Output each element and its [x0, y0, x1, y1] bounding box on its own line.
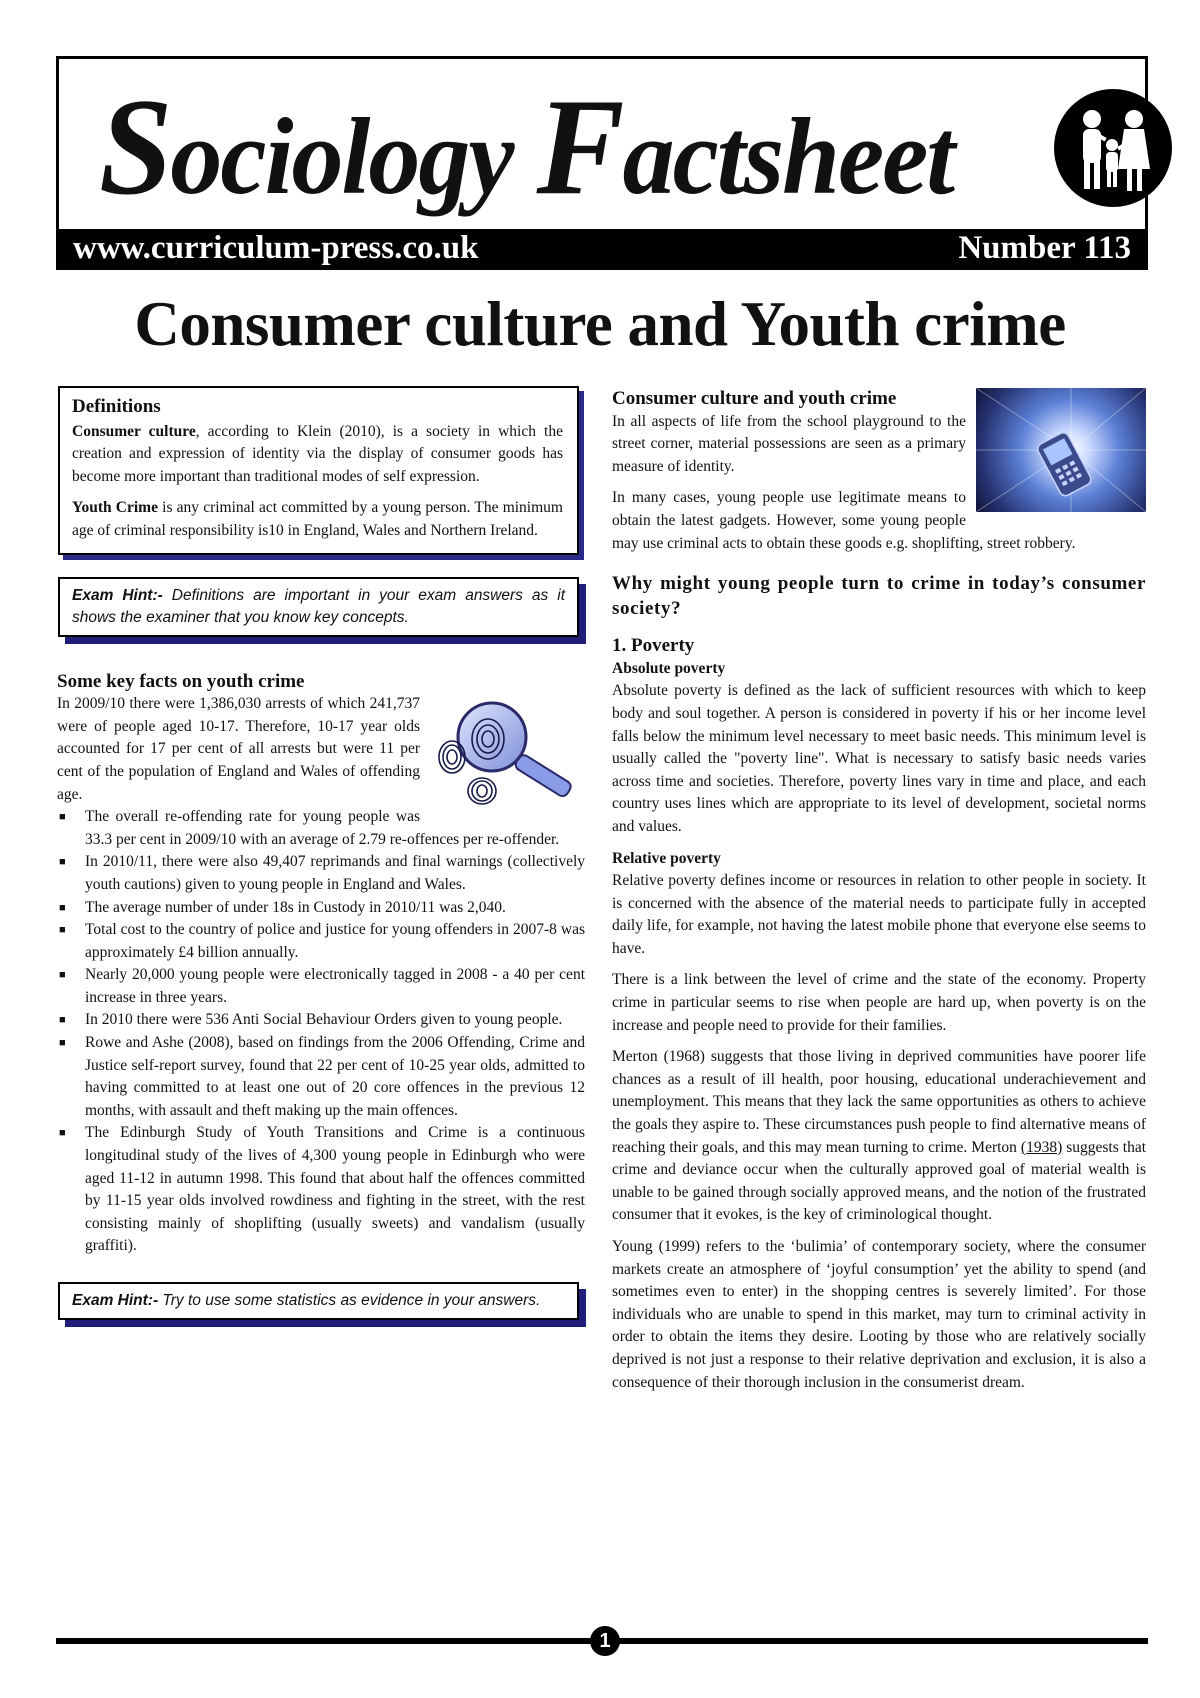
issue-number: Number 113 — [958, 230, 1131, 266]
left-column — [57, 386, 585, 1320]
relative-poverty-heading: Relative poverty — [612, 849, 721, 867]
masthead — [56, 56, 1148, 270]
paragraph: Merton (1968) suggests that those living in deprived communities have poorer life chances as a result of ill health, poor housing, educational underachievement and unemployment. This means that they lack the same opportunities as others to achieve the goals they aspire to. These circumstances push people to find alternative means of reaching their goals, and this may mean turning to crime. Merton (1938) suggests that crime and deviance occur when the culturally approved goal of material wealth is unable to be gained through socially approved means, and the notion of the frustrated consumer that it evokes, is the key of criminological thought. — [612, 1048, 1147, 1224]
definitions-heading: Definitions — [72, 396, 161, 417]
paragraph: In many cases, young people use legitimate means to obtain the latest gadgets. However, some young people may use criminal acts to obtain these goods e.g. shoplifting, street robbery. — [612, 489, 1076, 552]
magnifying-glass-fingerprint-icon — [430, 695, 585, 810]
masthead-title: Sociology Factsheet — [99, 69, 954, 224]
key-facts-list — [57, 806, 585, 1258]
key-facts-intro-text: In 2009/10 there were 1,386,030 arrests of which 241,737 were of people aged 10-17. Therefore, 10-17 year olds accounted for 17 per cent of all arrests but were 11 per cent of the population of England and Wales of offending age. — [57, 695, 420, 803]
page-number: 1 — [590, 1626, 620, 1656]
paragraph: In all aspects of life from the school playground to the street corner, material possessions are seen as a primary measure of identity. — [612, 412, 966, 475]
definition-consumer-culture: Consumer culture, according to Klein (2010), is a society in which the creation and expression of identity via the display of consumer goods has become more important than traditional modes of self expression. — [72, 422, 563, 485]
paragraph: There is a link between the level of crime and the state of the economy. Property crime in particular seems to rise when people are hard up, when poverty is on the increase and people need to provide for their families. — [612, 971, 1146, 1034]
exam-hint-box: Exam Hint:- Try to use some statistics as evidence in your answers. — [58, 1282, 579, 1320]
poverty-heading: 1. Poverty — [612, 635, 695, 657]
list-item: ■ In 2010 there were 536 Anti Social Behaviour Orders given to young people. — [57, 1009, 585, 1032]
paragraph: Relative poverty defines income or resources in relation to other people in society. It is concerned with the absence of the material needs to participate fully in accepted daily life, for example, not having the latest mobile phone that everyone else seems to have. — [612, 872, 1146, 957]
right-column — [612, 388, 1146, 1394]
family-silhouette-icon — [1054, 89, 1172, 207]
key-facts-intro — [57, 693, 585, 806]
exam-hint-box: Exam Hint:- Definitions are important in your exam answers as it shows the examiner that you know key concepts. — [58, 577, 579, 637]
masthead-bar — [59, 229, 1145, 267]
list-item: ■ Rowe and Ashe (2008), based on findings from the 2006 Offending, Crime and Justice self-report survey, found that 22 per cent of 10-25 year olds, admitted to having committed to at least one out of 20 core offences in the previous 12 months, with assault and theft making up the main offences. — [57, 1032, 585, 1122]
consumer-youth-crime-heading: Consumer culture and youth crime — [612, 388, 897, 409]
website-url[interactable]: www.curriculum-press.co.uk — [73, 230, 479, 266]
absolute-poverty-heading: Absolute poverty — [612, 659, 726, 677]
why-heading: Why might young people turn to crime in today’s consumer society? — [612, 573, 1146, 620]
list-item: ■ Nearly 20,000 young people were electronically tagged in 2008 - a 40 per cent increase in three years. — [57, 964, 585, 1009]
list-item: ■ The overall re-offending rate for young people was 33.3 per cent in 2009/10 with an average of 2.79 re-offences per re-offender. — [57, 806, 585, 851]
paragraph: Absolute poverty is defined as the lack of sufficient resources with which to keep body and soul together. A person is considered in poverty if his or her income level falls below the minimum level necessary to meet basic needs. This minimum level is usually called the "poverty line". What is necessary to satisfy basic needs varies across time and societies. Therefore, poverty lines vary in time and place, and each country uses lines which are appropriate to its level of development, societal norms and values. — [612, 682, 1146, 835]
key-facts-heading: Some key facts on youth crime — [57, 670, 305, 692]
page-title: Consumer culture and Youth crime — [134, 289, 1066, 359]
definition-youth-crime: Youth Crime is any criminal act committed by a young person. The minimum age of criminal responsibility is10 in England, Wales and Northern Ireland. — [72, 499, 563, 539]
list-item: ■ Total cost to the country of police and justice for young offenders in 2007-8 was approximately £4 billion annually. — [57, 919, 585, 964]
list-item: ■ In 2010/11, there were also 49,407 reprimands and final warnings (collectively youth cautions) given to young people in England and Wales. — [57, 851, 585, 896]
definitions-box — [58, 386, 579, 555]
list-item: ■ The average number of under 18s in Custody in 2010/11 was 2,040. — [57, 897, 585, 920]
paragraph: Young (1999) refers to the ‘bulimia’ of contemporary society, where the consumer markets create an atmosphere of ‘joyful consumption’ yet the ability to spend (and sometimes even to enter) in the shopping centres is severely limited’. For those individuals who are unable to spend in this market, may turn to criminal activity in order to obtain the items they desire. Looting by those who are relatively socially deprived is not just a response to their relative deprivation and exclusion, it is also a consequence of their thorough inclusion in the consumerist dream. — [612, 1238, 1146, 1391]
list-item: ■ The Edinburgh Study of Youth Transitions and Crime is a continuous longitudinal study of the lives of 4,300 young people in Edinburgh who were aged 11-12 in autumn 1998. This found that about half the offences committed by 11-15 year olds involved rowdiness and fighting in the street, with the rest consisting mainly of shoplifting (usually sweets) and vandalism (usually graffiti). — [57, 1122, 585, 1258]
mobile-phone-icon — [976, 388, 1146, 512]
